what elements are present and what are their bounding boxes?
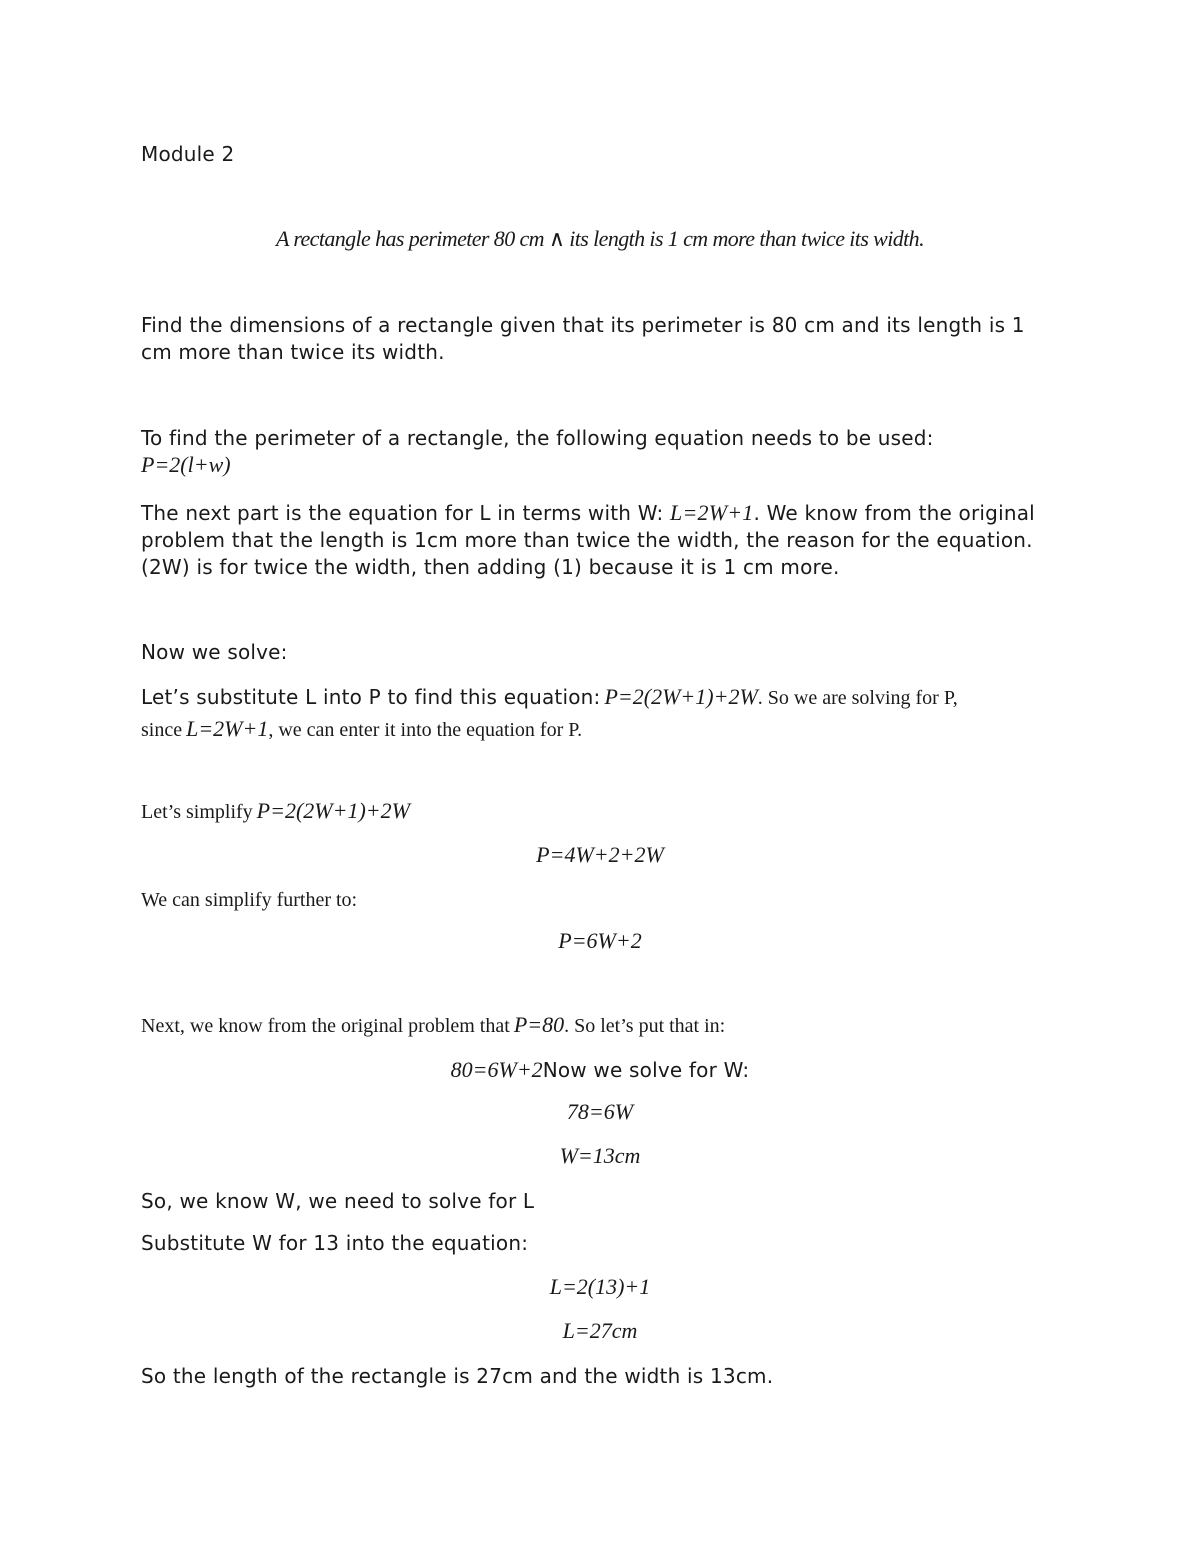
next-part-text-b: . We know from the original problem that the length is 1cm more than twice the width, the reason for the equation. (2W) is for twice the width, then adding (1) because it is 1 cm more. bbox=[141, 501, 1035, 579]
l-equation-inline: L=2W+1 bbox=[670, 500, 754, 525]
simplify-further-text: We can simplify further to: bbox=[141, 889, 358, 911]
problem-statement-math: A rectangle has perimeter 80 cm ∧ its length is 1 cm more than twice its width. bbox=[276, 226, 924, 251]
next-know-line bbox=[141, 1012, 725, 1041]
since-text-b: , we can enter it into the equation for P. bbox=[268, 719, 583, 741]
substitute-w-text: Substitute W for 13 into the equation: bbox=[141, 1231, 529, 1255]
know-w-text: So, we know W, we need to solve for L bbox=[141, 1189, 535, 1213]
next-know-text-b: . So let’s put that in: bbox=[564, 1015, 726, 1037]
next-part-text-a: The next part is the equation for L in terms with W: bbox=[141, 501, 664, 525]
problem-text: Find the dimensions of a rectangle given that its perimeter is 80 cm and its length is 1 cm more than twice its width. bbox=[141, 313, 1025, 364]
simplified-equation: P=6W+2 bbox=[558, 928, 642, 953]
now-we-solve: Now we solve: bbox=[141, 640, 288, 664]
since-equation: L=2W+1 bbox=[186, 716, 269, 741]
eq-78: 78=6W bbox=[566, 1099, 634, 1124]
next-know-text-a: Next, we know from the original problem that bbox=[141, 1015, 510, 1037]
simplify-equation: P=2(2W+1)+2W bbox=[256, 798, 410, 823]
eq-l: L=27cm bbox=[562, 1318, 638, 1343]
solve-w-text: Now we solve for W: bbox=[542, 1058, 750, 1082]
module-heading: Module 2 bbox=[141, 142, 235, 166]
simplify-text: Let’s simplify bbox=[141, 801, 253, 823]
substitute-paragraph bbox=[141, 682, 1061, 746]
expanded-equation: P=4W+2+2W bbox=[536, 842, 664, 867]
next-part-paragraph bbox=[141, 499, 1041, 581]
perimeter-intro: To find the perimeter of a rectangle, the following equation needs to be used: bbox=[141, 426, 934, 450]
substitute-text-a: Let’s substitute L into P to find this equation: bbox=[141, 685, 601, 709]
p-equals-80: P=80 bbox=[513, 1012, 565, 1037]
eq-l-sub: L=2(13)+1 bbox=[549, 1274, 651, 1299]
eq-80: 80=6W+2 bbox=[450, 1057, 543, 1082]
since-text-a: since bbox=[141, 719, 183, 741]
eq-80-line bbox=[0, 1057, 1200, 1084]
substitute-equation: P=2(2W+1)+2W bbox=[604, 684, 758, 709]
conclusion-text: So the length of the rectangle is 27cm and the width is 13cm. bbox=[141, 1364, 774, 1388]
eq-w: W=13cm bbox=[559, 1143, 641, 1168]
substitute-text-b: . So we are solving for P, bbox=[757, 687, 958, 709]
perimeter-equation: P=2(l+w) bbox=[141, 452, 231, 477]
simplify-line bbox=[141, 798, 410, 827]
